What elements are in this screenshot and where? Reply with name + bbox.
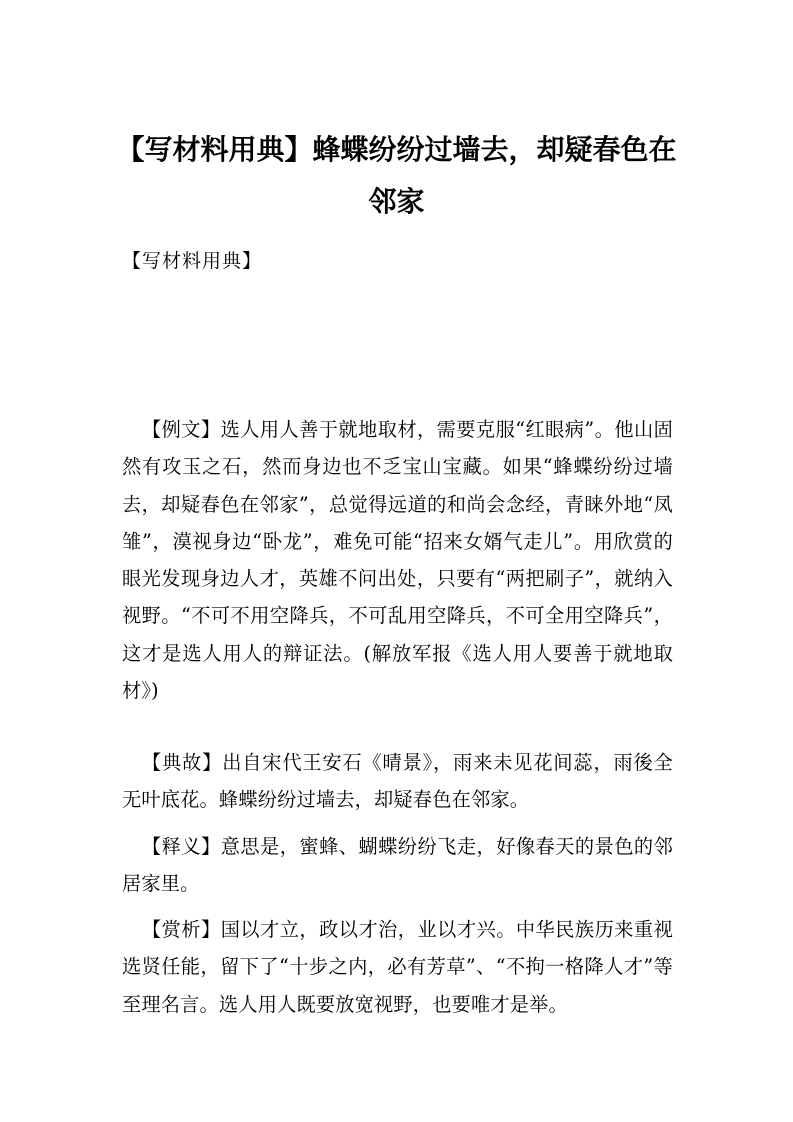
category-tag: 【写材料用典】 — [122, 250, 263, 272]
section-text: 选人用人善于就地取材，需要克服“红眼病”。他山固然有攻玉之石，然而身边也不乏宝山宝藏。如果“蜂蝶纷纷过墙去，却疑春色在邻家”，总觉得远道的和尚会念经，青睐外地“凤雏”，漠视身边“卧龙”，难免可能“招来女婿气走儿”。用欣赏的眼光发现身边人才，英雄不问出处，只要有“两把刷子”，就纳入视野。“不可不用空降兵，不可乱用空降兵，不可全用空降兵”，这才是选人用人的辩证法。(解放军报《选人用人要善于就地取材》) — [122, 418, 673, 703]
section-example — [122, 411, 673, 709]
section-appreciation — [122, 911, 673, 1023]
section-label: 【例文】 — [142, 418, 221, 441]
page-title: 【写材料用典】蜂蝶纷纷过墙去，却疑春色在邻家 — [116, 133, 677, 218]
section-label: 【典故】 — [142, 751, 223, 774]
section-text: 国以才立，政以才治，业以才兴。中华民族历来重视选贤任能，留下了“十步之内，必有芳草”、“不拘一格降人才”等至理名言。选人用人既要放宽视野，也要唯才是举。 — [122, 918, 673, 1016]
section-text: 意思是，蜜蜂、蝴蝶纷纷飞走，好像春天的景色的邻居家里。 — [122, 835, 673, 896]
section-label: 【赏析】 — [142, 918, 221, 941]
section-meaning — [122, 828, 673, 903]
section-text: 出自宋代王安石《晴景》，雨来未见花间蕊，雨後全无叶底花。蜂蝶纷纷过墙去，却疑春色在邻家。 — [122, 751, 673, 812]
section-allusion — [122, 744, 673, 819]
section-label: 【释义】 — [142, 835, 221, 858]
